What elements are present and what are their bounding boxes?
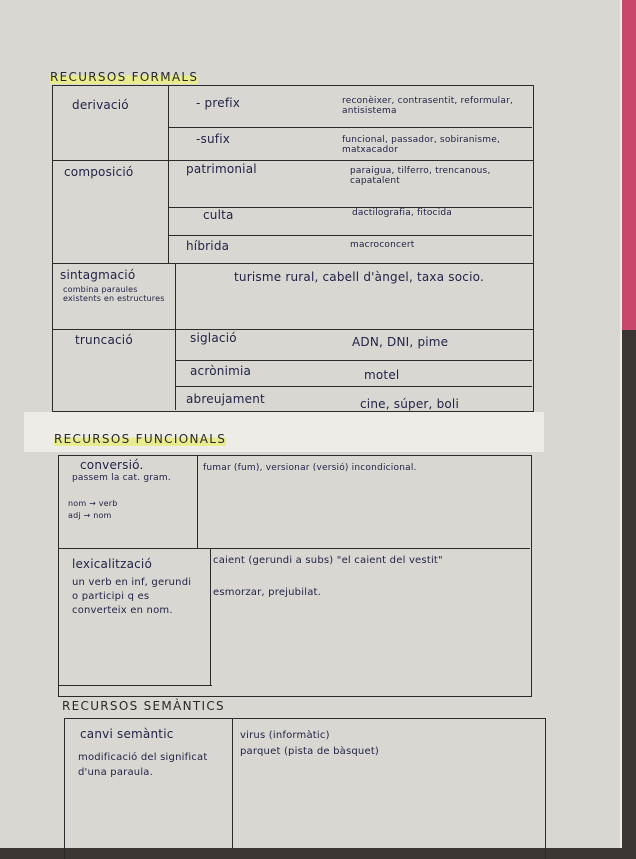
section-title-formals: RECURSOS FORMALS — [50, 70, 199, 84]
lexicalitzacio-label: lexicalització — [72, 557, 152, 571]
lexicalitzacio-examples-1: caient (gerundi a subs) "el caient del vestit" — [213, 555, 443, 566]
prefix-label: - prefix — [196, 96, 241, 110]
formals-subrow-line — [168, 127, 532, 128]
abreujament-label: abreujament — [186, 392, 265, 406]
sufix-label: -sufix — [196, 132, 231, 146]
patrimonial-examples: paraigua, tilferro, trencanous, capatalent — [350, 166, 491, 186]
section-title-semantics: RECURSOS SEMÀNTICS — [62, 699, 225, 713]
formals-divider-1 — [168, 86, 169, 264]
conversio-rule2: adj → nom — [68, 511, 112, 520]
formals-row-line — [52, 263, 534, 264]
conversio-examples: fumar (fum), versionar (versió) incondicional. — [203, 463, 417, 473]
composicio-label: composició — [64, 165, 134, 179]
siglacio-examples: ADN, DNI, pime — [352, 335, 449, 349]
acronimia-examples: motel — [364, 368, 400, 382]
acronimia-label: acrònimia — [190, 364, 252, 378]
lexicalitzacio-note: un verb en inf, gerundi o participi q es converteix en nom. — [72, 577, 192, 616]
conversio-label: conversió. — [80, 458, 144, 472]
formals-subrow-line — [175, 360, 532, 361]
sintagmacio-label: sintagmació — [60, 268, 136, 282]
formals-row-line — [52, 160, 534, 161]
canvi-example-2: parquet (pista de bàsquet) — [240, 746, 380, 757]
siglacio-label: siglació — [190, 331, 237, 345]
canvi-example-1: virus (informàtic) — [240, 730, 330, 741]
truncacio-label: truncació — [75, 333, 133, 347]
conversio-rule1: nom → verb — [68, 499, 118, 508]
hibrida-examples: macroconcert — [350, 240, 415, 250]
culta-examples: dactilografia, fitocida — [352, 208, 453, 218]
semantics-divider — [232, 719, 233, 848]
conversio-note: passem la cat. gram. — [72, 473, 171, 483]
prefix-examples: reconèixer, contrasentit, reformular, antisistema — [342, 96, 514, 116]
section-title-funcionals: RECURSOS FUNCIONALS — [54, 432, 227, 446]
formals-subrow-line — [175, 386, 532, 387]
funcionals-row-line — [58, 548, 530, 549]
sufix-examples: funcional, passador, sobiranisme, matxacador — [342, 135, 501, 155]
formals-subrow-line — [168, 235, 532, 236]
abreujament-examples: cine, súper, boli — [360, 397, 459, 411]
canvi-label: canvi semàntic — [80, 727, 174, 741]
funcionals-divider-2 — [210, 548, 211, 686]
canvi-note: modificació del significat d'una paraula. — [78, 752, 208, 778]
derivacio-label: derivació — [72, 98, 129, 112]
patrimonial-label: patrimonial — [186, 162, 257, 176]
formals-row-line — [52, 329, 534, 330]
sintagmacio-examples: turisme rural, cabell d'àngel, taxa socio. — [234, 270, 484, 284]
sintagmacio-note: combina paraules existents en estructures — [63, 285, 165, 303]
lexicalitzacio-examples-2: esmorzar, prejubilat. — [213, 587, 322, 598]
hibrida-label: híbrida — [186, 239, 230, 253]
funcionals-row-line — [58, 685, 212, 686]
culta-label: culta — [203, 208, 234, 222]
formals-divider-2 — [175, 264, 176, 410]
funcionals-divider-1 — [197, 456, 198, 548]
